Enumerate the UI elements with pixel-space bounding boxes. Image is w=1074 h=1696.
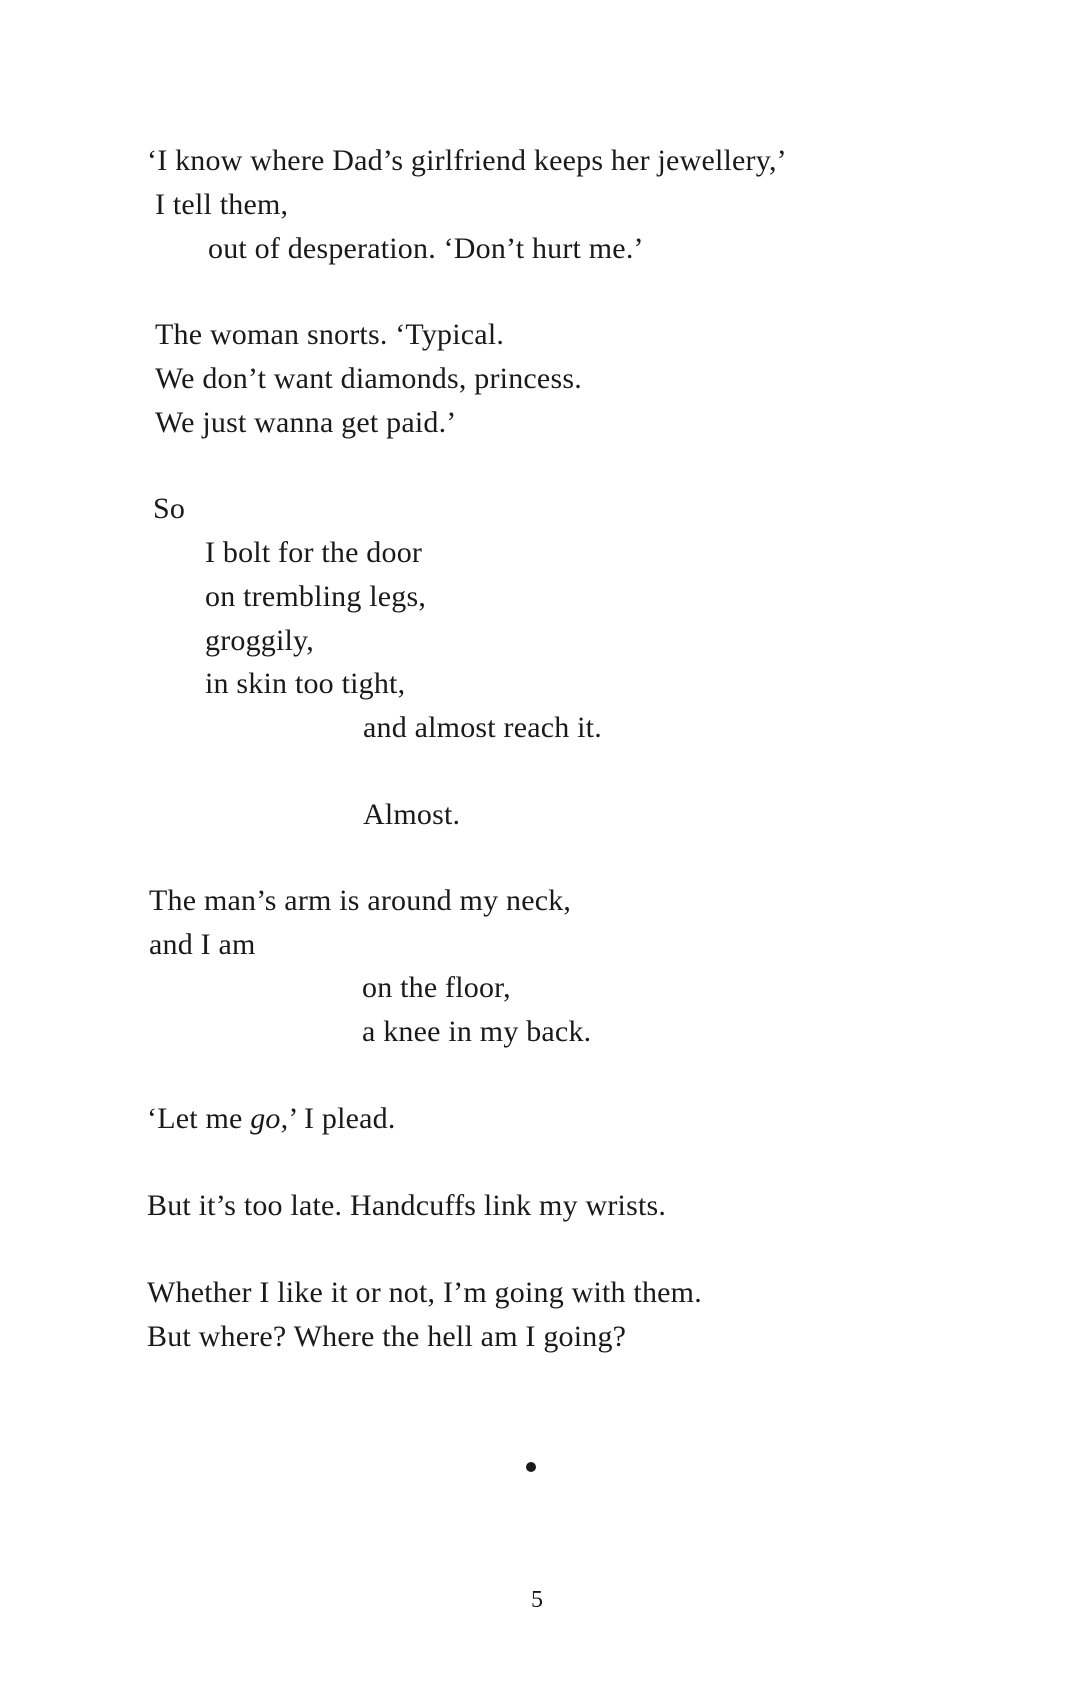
poem-line: I bolt for the door (205, 536, 423, 569)
poem-line: out of desperation. ‘Don’t hurt me.’ (208, 232, 644, 265)
poem-line: We just wanna get paid.’ (155, 406, 457, 439)
poem-line: ‘I know where Dad’s girlfriend keeps her jewellery,’ (147, 144, 787, 177)
poem-line: I tell them, (155, 188, 289, 221)
poem-line-part: ‘Let me (147, 1102, 251, 1135)
poem-line: a knee in my back. (362, 1015, 592, 1048)
poem-line: So (153, 492, 186, 525)
poem-line: on trembling legs, (205, 580, 427, 613)
page-number: 5 (531, 1587, 543, 1613)
poem-line-emphasis: go, (250, 1102, 289, 1135)
poem-line: We don’t want diamonds, princess. (155, 362, 582, 395)
poem-line: and almost reach it. (363, 711, 602, 744)
poem-line: The man’s arm is around my neck, (149, 884, 572, 917)
poem-line: in skin too tight, (205, 667, 406, 700)
poem-line: Almost. (363, 798, 461, 831)
poem-line: But it’s too late. Handcuffs link my wrists. (147, 1189, 667, 1222)
poem-line: and I am (149, 928, 256, 961)
section-break-dot-icon (526, 1462, 536, 1472)
poem-line-part: ’ I plead. (288, 1102, 396, 1135)
poem-line: on the floor, (362, 971, 511, 1004)
poem-line: But where? Where the hell am I going? (147, 1320, 627, 1353)
poem-line: The woman snorts. ‘Typical. (155, 318, 505, 351)
poem-line: groggily, (205, 624, 315, 657)
poem-line (147, 1101, 396, 1137)
poem-line: Whether I like it or not, I’m going with them. (147, 1276, 702, 1309)
